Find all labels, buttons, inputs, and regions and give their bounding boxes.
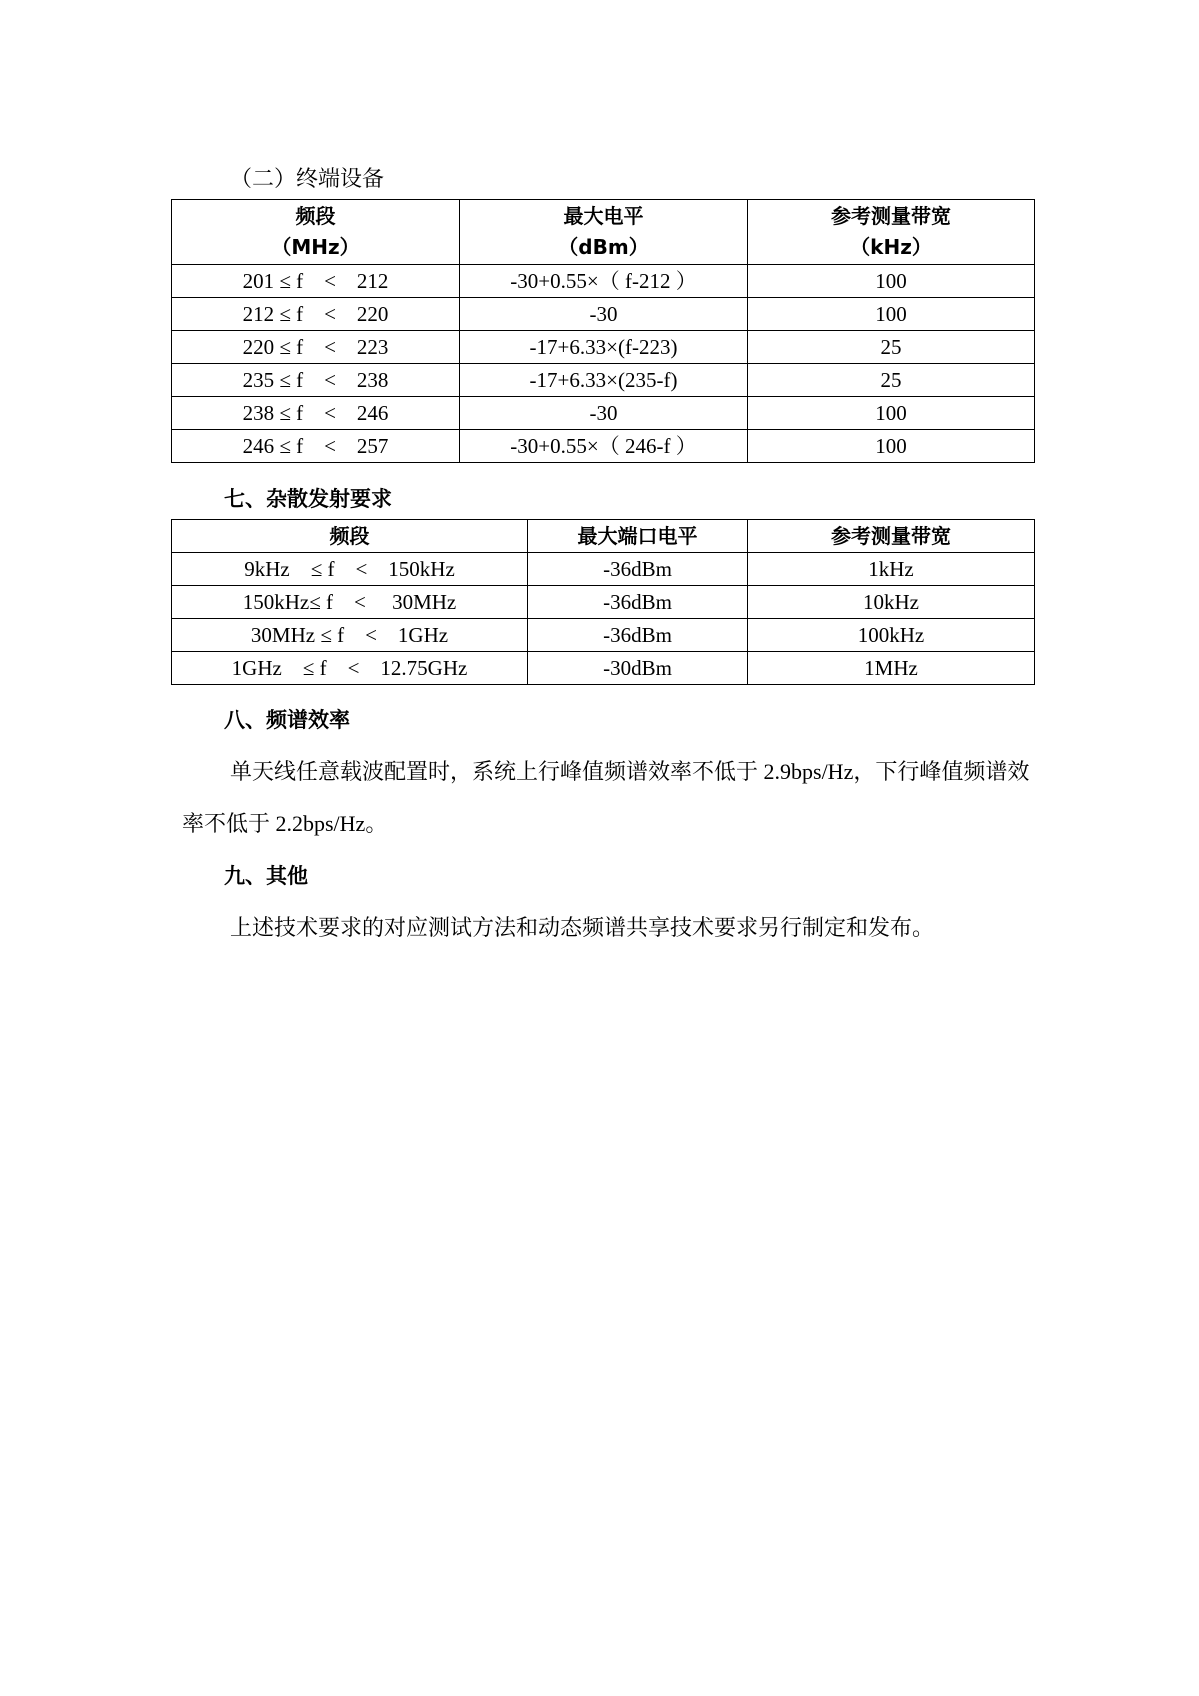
cell-frequency: 1GHz ≤ f < 12.75GHz [172,652,528,685]
spurious-emission-table [171,519,1035,685]
table-row [172,430,1035,463]
header-frequency-band: 频段 [172,520,528,553]
terminal-emission-table [171,199,1035,463]
cell-max-port-level: -36dBm [528,553,748,586]
cell-frequency: 235 ≤ f < 238 [172,364,460,397]
table-header-row [172,520,1035,553]
cell-frequency: 212 ≤ f < 220 [172,298,460,331]
header-max-level [460,200,748,265]
header-ref-bandwidth: 参考测量带宽 [748,520,1035,553]
other-paragraph: 上述技术要求的对应测试方法和动态频谱共享技术要求另行制定和发布。 [230,915,935,940]
cell-bandwidth: 1MHz [748,652,1035,685]
table-header-row [172,200,1035,265]
header-line2: （MHz） [271,235,360,259]
other-section-title: 九、其他 [224,864,308,888]
cell-max-level: -30+0.55×（ 246-f ） [460,430,748,463]
cell-max-level: -30 [460,298,748,331]
cell-bandwidth: 100kHz [748,619,1035,652]
header-line1: 最大电平 [563,204,644,228]
table-row [172,553,1035,586]
cell-bandwidth: 1kHz [748,553,1035,586]
cell-max-port-level: -36dBm [528,619,748,652]
header-line1: 参考测量带宽 [831,204,951,228]
cell-max-port-level: -30dBm [528,652,748,685]
header-ref-bandwidth [748,200,1035,265]
cell-max-level: -17+6.33×(f-223) [460,331,748,364]
table-row [172,331,1035,364]
cell-frequency: 220 ≤ f < 223 [172,331,460,364]
cell-bandwidth: 100 [748,397,1035,430]
cell-frequency: 238 ≤ f < 246 [172,397,460,430]
cell-frequency: 150kHz≤ f < 30MHz [172,586,528,619]
cell-frequency: 201 ≤ f < 212 [172,265,460,298]
table-row [172,265,1035,298]
table-row [172,619,1035,652]
cell-frequency: 9kHz ≤ f < 150kHz [172,553,528,586]
terminal-section-title: （二）终端设备 [230,166,385,191]
cell-bandwidth: 100 [748,430,1035,463]
efficiency-paragraph: 单天线任意载波配置时，系统上行峰值频谱效率不低于 2.9bps/Hz，下行峰值频谱效率不低于 2.2bps/Hz。 [182,759,1030,836]
cell-max-level: -17+6.33×(235-f) [460,364,748,397]
table-row [172,652,1035,685]
cell-bandwidth: 25 [748,364,1035,397]
cell-frequency: 246 ≤ f < 257 [172,430,460,463]
cell-max-port-level: -36dBm [528,586,748,619]
table-row [172,364,1035,397]
header-line2: （kHz） [850,235,932,259]
cell-bandwidth: 25 [748,331,1035,364]
header-frequency-band [172,200,460,265]
header-max-port-level: 最大端口电平 [528,520,748,553]
header-line1: 频段 [295,204,336,228]
cell-bandwidth: 100 [748,298,1035,331]
efficiency-section-title: 八、频谱效率 [224,708,350,732]
cell-bandwidth: 100 [748,265,1035,298]
table-row [172,397,1035,430]
table-row [172,298,1035,331]
cell-max-level: -30+0.55×（ f-212 ） [460,265,748,298]
cell-bandwidth: 10kHz [748,586,1035,619]
spurious-section-title: 七、杂散发射要求 [224,487,392,511]
cell-max-level: -30 [460,397,748,430]
table-row [172,586,1035,619]
header-line2: （dBm） [558,235,649,259]
cell-frequency: 30MHz ≤ f < 1GHz [172,619,528,652]
